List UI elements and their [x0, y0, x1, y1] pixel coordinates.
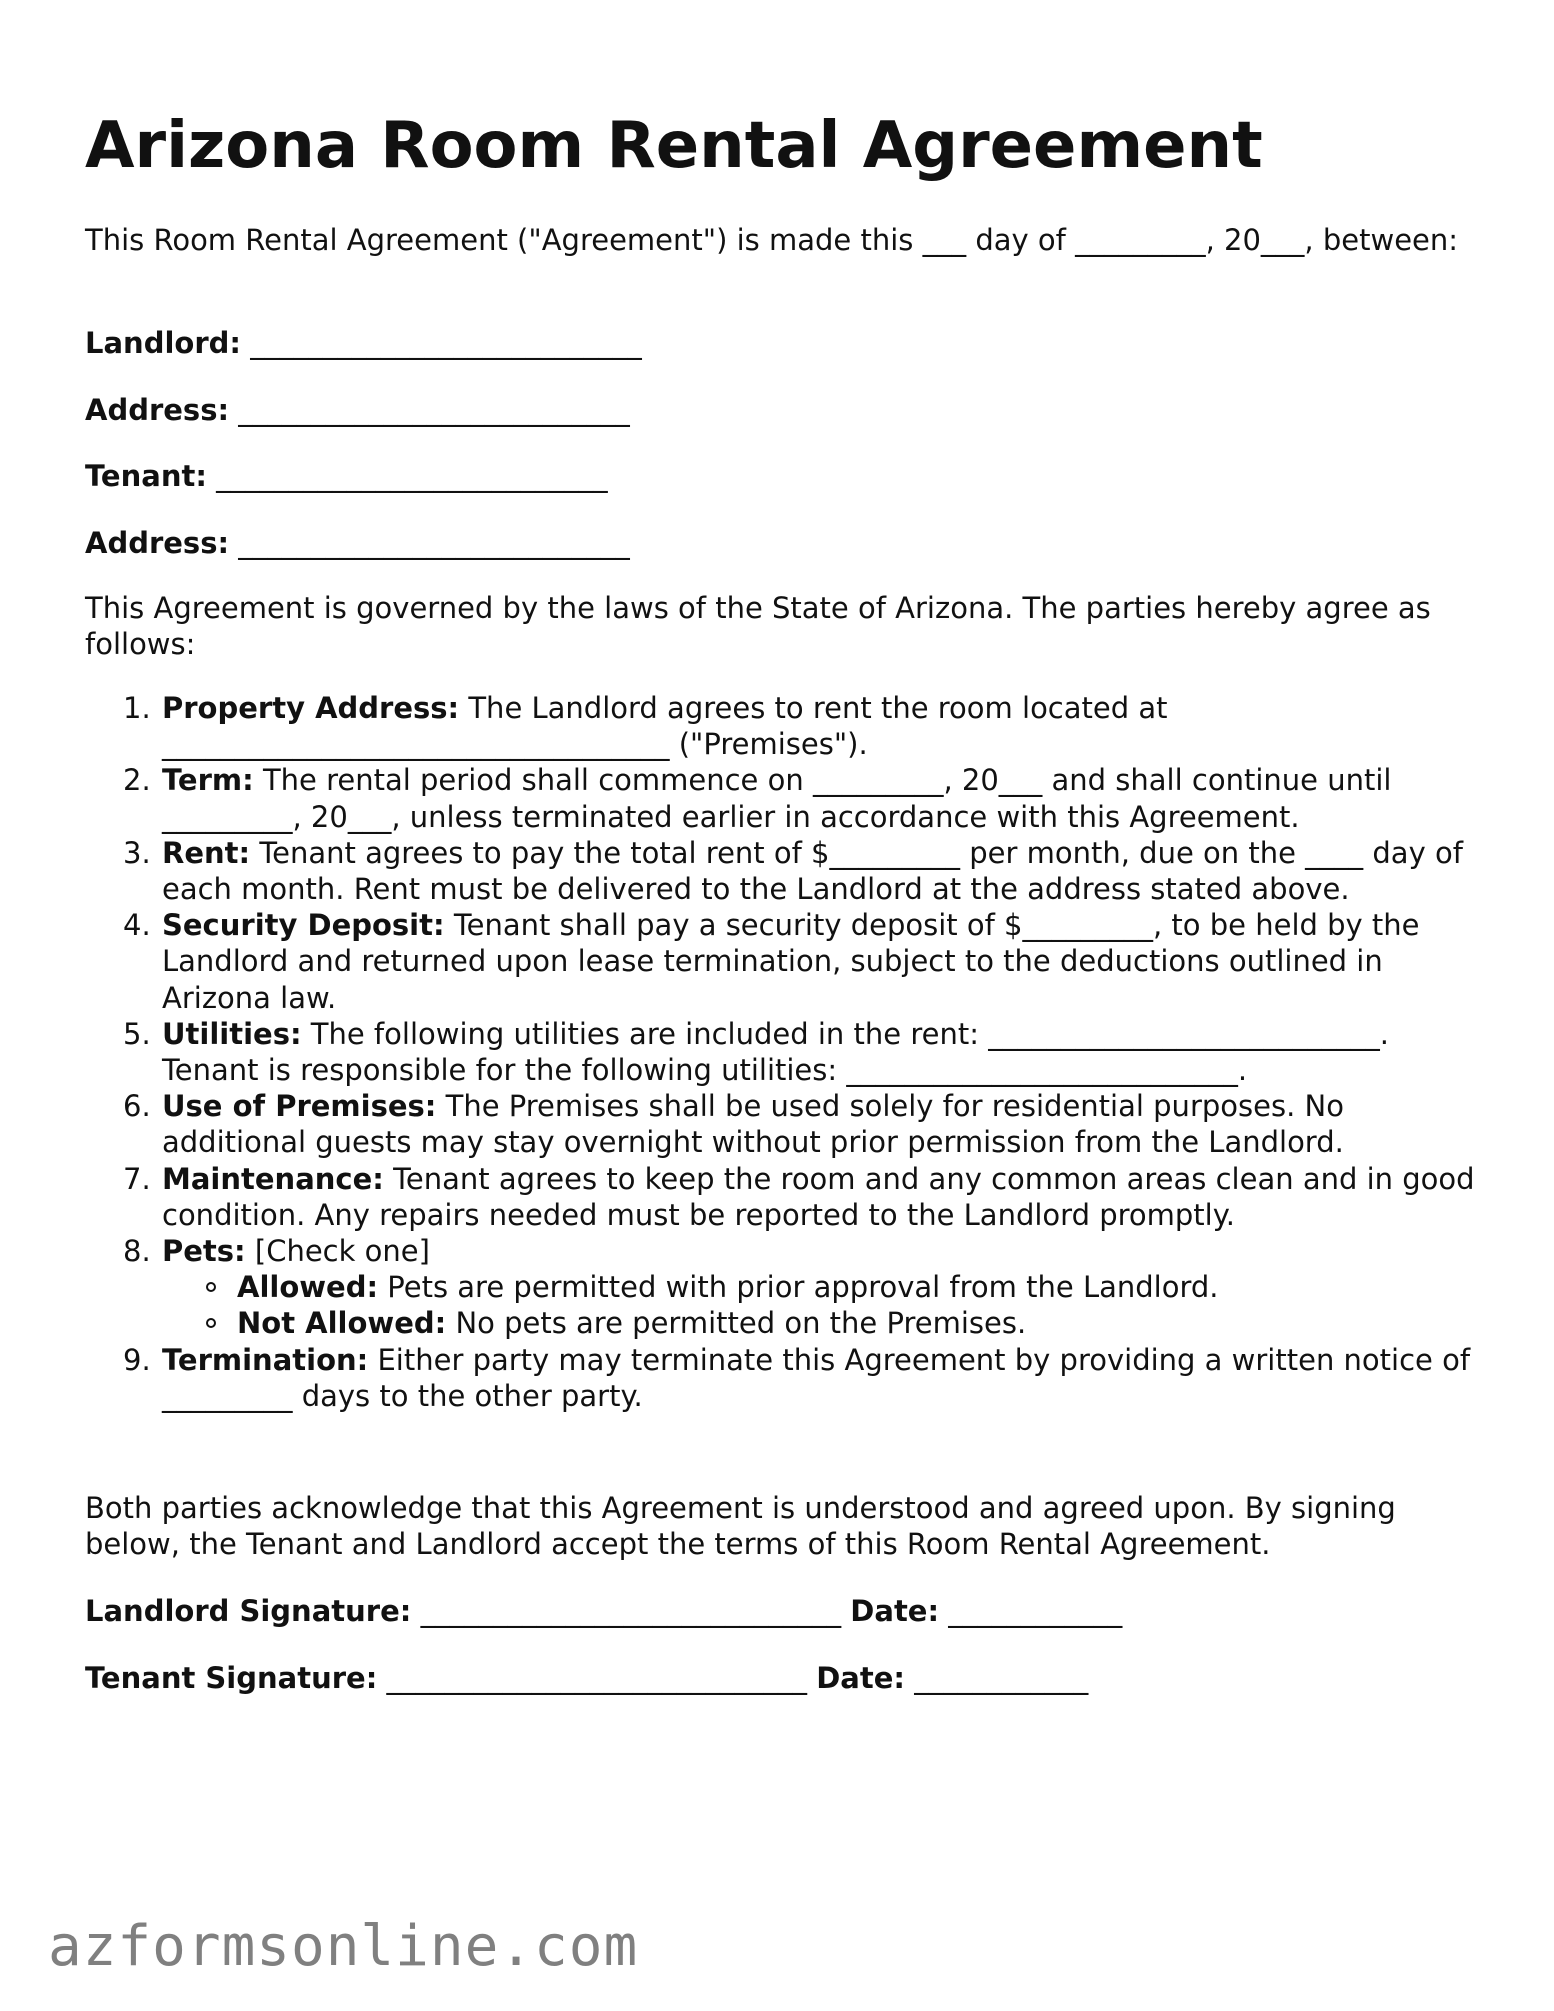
tenant-signature-line[interactable] — [85, 1660, 1088, 1696]
landlord-address-blank[interactable]: ___________________________ — [238, 393, 630, 427]
option-label: Not Allowed: — [237, 1306, 447, 1341]
item-text: The Premises shall be used solely for residential purposes. No additional guests may stay overnight without prior permission from the Landlord. — [162, 1089, 1344, 1160]
item-text: The rental period shall commence on _________, 20___ and shall continue until _________, 20___, unless terminated earlier in accordance with this Agreement. — [162, 763, 1392, 834]
circle-bullet-icon — [206, 1282, 216, 1292]
term-item-pets — [85, 1233, 1485, 1342]
landlord-address-field[interactable] — [85, 392, 630, 428]
item-label: Pets: — [162, 1234, 246, 1269]
item-number: 5. — [123, 1016, 151, 1051]
landlord-signature-line[interactable] — [85, 1593, 1122, 1629]
landlord-address-label: Address: — [85, 393, 230, 427]
pets-options-list — [162, 1269, 1485, 1341]
date-blank[interactable]: ____________ — [948, 1594, 1123, 1628]
tenant-blank[interactable]: ___________________________ — [216, 459, 608, 493]
watermark-text: azformsonline.com — [48, 1914, 639, 1979]
item-number: 8. — [123, 1234, 151, 1269]
terms-list — [85, 690, 1485, 1414]
governing-law-paragraph: This Agreement is governed by the laws of the State of Arizona. The parties hereby agree as follows: — [85, 591, 1431, 661]
item-label: Security Deposit: — [162, 908, 445, 943]
signature-blank[interactable]: _____________________________ — [420, 1594, 842, 1628]
item-text: [Check one] — [254, 1234, 430, 1269]
item-label: Termination: — [162, 1342, 369, 1377]
date-label: Date: — [816, 1661, 906, 1695]
document-title: Arizona Room Rental Agreement — [85, 109, 1263, 183]
item-text: The following utilities are included in the rent: ___________________________. Tenant is responsible for the following utilities: ___________________________. — [162, 1016, 1389, 1088]
pets-option-allowed[interactable] — [162, 1269, 1485, 1305]
item-label: Utilities: — [162, 1016, 302, 1051]
item-number: 1. — [123, 691, 151, 725]
term-item-use-of-premises — [85, 1088, 1485, 1160]
landlord-field[interactable] — [85, 325, 642, 361]
item-label: Rent: — [162, 835, 251, 870]
signature-label: Tenant Signature: — [85, 1661, 378, 1695]
term-item-utilities — [85, 1016, 1485, 1088]
term-item-property-address — [85, 690, 1485, 762]
item-text: The Landlord agrees to rent the room located at ___________________________________ ("Premises"). — [162, 691, 1168, 762]
date-blank[interactable]: ____________ — [914, 1661, 1089, 1695]
tenant-address-label: Address: — [85, 526, 230, 560]
item-text: Tenant shall pay a security deposit of $_________, to be held by the Landlord and returned upon lease termination, subject to the deductions outlined in Arizona law. — [162, 908, 1420, 1015]
term-item-security-deposit — [85, 907, 1485, 1016]
landlord-label: Landlord: — [85, 326, 241, 360]
option-label: Allowed: — [237, 1270, 379, 1305]
acknowledgement-paragraph: Both parties acknowledge that this Agreement is understood and agreed upon. By signing below, the Tenant and Landlord accept the terms of this Room Rental Agreement. — [85, 1491, 1396, 1561]
term-item-term — [85, 762, 1485, 834]
item-label: Use of Premises: — [162, 1089, 437, 1124]
item-text: Either party may terminate this Agreement by providing a written notice of _________ days to the other party. — [162, 1342, 1471, 1413]
item-label: Property Address: — [162, 691, 460, 725]
tenant-address-blank[interactable]: ___________________________ — [238, 526, 630, 560]
option-text: Pets are permitted with prior approval from the Landlord. — [387, 1270, 1219, 1305]
option-text: No pets are permitted on the Premises. — [455, 1306, 1027, 1341]
tenant-field[interactable] — [85, 458, 608, 494]
item-label: Term: — [162, 763, 254, 798]
term-item-maintenance — [85, 1161, 1485, 1233]
tenant-label: Tenant: — [85, 459, 207, 493]
item-number: 7. — [123, 1161, 151, 1196]
date-label: Date: — [850, 1594, 940, 1628]
tenant-address-field[interactable] — [85, 525, 630, 561]
item-number: 4. — [123, 908, 151, 943]
term-item-rent — [85, 835, 1485, 907]
item-number: 3. — [123, 835, 151, 870]
signature-label: Landlord Signature: — [85, 1594, 412, 1628]
intro-paragraph: This Room Rental Agreement ("Agreement") is made this ___ day of _________, 20___, between: — [85, 223, 1459, 257]
circle-bullet-icon — [206, 1318, 216, 1328]
item-number: 2. — [123, 763, 151, 798]
term-item-termination — [85, 1342, 1485, 1414]
item-number: 9. — [123, 1342, 151, 1377]
item-number: 6. — [123, 1089, 151, 1124]
landlord-blank[interactable]: ___________________________ — [250, 326, 642, 360]
item-label: Maintenance: — [162, 1161, 384, 1196]
pets-option-not-allowed[interactable] — [162, 1305, 1485, 1341]
item-text: Tenant agrees to keep the room and any common areas clean and in good condition. Any repairs needed must be reported to the Landlord promptly. — [162, 1161, 1475, 1232]
item-text: Tenant agrees to pay the total rent of $_________ per month, due on the ____ day of each month. Rent must be delivered to the Landlord at the address stated above. — [162, 835, 1463, 907]
signature-blank[interactable]: _____________________________ — [386, 1661, 808, 1695]
